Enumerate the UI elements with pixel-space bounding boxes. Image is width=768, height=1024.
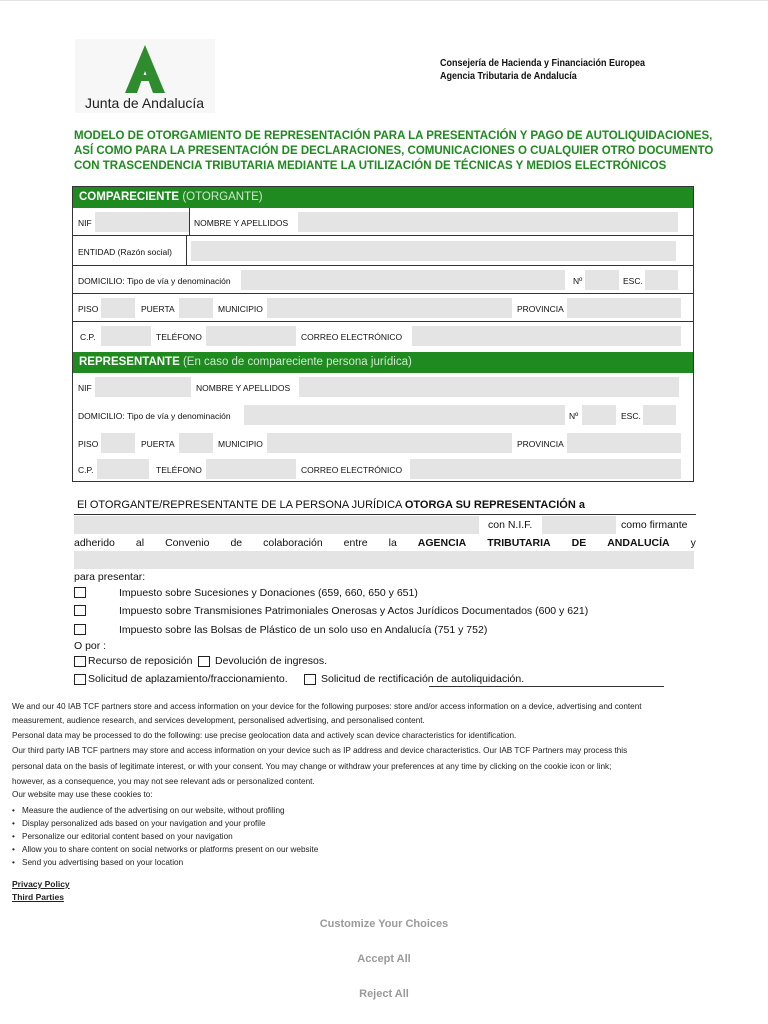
- domicilio-field[interactable]: [241, 270, 565, 290]
- aplazamiento-checkbox[interactable]: [74, 674, 86, 685]
- telefono-field[interactable]: [206, 326, 296, 346]
- document-title: MODELO DE OTORGAMIENTO DE REPRESENTACIÓN PARA LA PRESENTACIÓN Y PAGO DE AUTOLIQUIDACIONES, ASÍ COMO PARA LA PRESENTACIÓN DE DECLARACIONES, COMUNICACIONES O CUALQUIER OTRO DOCUMENTO CON TRASCENDENCIA TRIBUTARIA MEDIANTE LA UTILIZACIÓN DE TÉCNICAS Y MEDIOS ELECTRÓNICOS: [74, 130, 714, 172]
- privacy-policy-link[interactable]: Privacy Policy: [12, 879, 70, 889]
- cp-field[interactable]: [101, 326, 151, 346]
- junta-logo: [75, 39, 215, 113]
- rep-provincia-field[interactable]: [567, 433, 681, 453]
- nombre-field[interactable]: [298, 212, 678, 232]
- rep-puerta-field[interactable]: [179, 433, 213, 453]
- section-compareciente: COMPARECIENTE (OTORGANTE): [73, 187, 693, 208]
- recurso-checkbox[interactable]: [74, 656, 86, 667]
- row-entidad: ENTIDAD (Razón social): [73, 236, 693, 266]
- customize-choices-button[interactable]: Customize Your Choices: [319, 918, 449, 930]
- transmisiones-checkbox[interactable]: [74, 605, 86, 616]
- row-piso: PISO PUERTA MUNICIPIO PROVINCIA: [73, 294, 693, 322]
- rep-nombre-field[interactable]: [299, 377, 679, 397]
- sucesiones-checkbox[interactable]: [74, 587, 86, 598]
- provincia-field[interactable]: [567, 298, 681, 318]
- esc-field[interactable]: [645, 270, 678, 290]
- section-representante: REPRESENTANTE (En caso de compareciente persona jurídica): [73, 352, 693, 373]
- piso-field[interactable]: [101, 298, 135, 318]
- nif-field[interactable]: [95, 212, 189, 232]
- correo-field[interactable]: [412, 326, 681, 346]
- representante-name-field[interactable]: [74, 516, 479, 534]
- row-rep-nif: NIF NOMBRE Y APELLIDOS: [73, 374, 693, 400]
- adherido-field[interactable]: [74, 551, 694, 569]
- junta-logo-icon: [115, 45, 175, 95]
- third-parties-link[interactable]: Third Parties: [12, 892, 64, 902]
- row-rep-cp: C.P. TELÉFONO CORREO ELECTRÓNICO: [73, 457, 693, 481]
- cookie-purpose-item: • Allow you to share content on social networks or platforms present on our website: [22, 845, 318, 854]
- rep-cp-field[interactable]: [97, 459, 149, 479]
- row-cp: C.P. TELÉFONO CORREO ELECTRÓNICO: [73, 322, 693, 350]
- rep-numero-field[interactable]: [582, 405, 616, 425]
- row-rep-piso: PISO PUERTA MUNICIPIO PROVINCIA: [73, 430, 693, 456]
- rep-municipio-field[interactable]: [267, 433, 512, 453]
- rectificacion-underline: [429, 686, 664, 687]
- row-nif: NIF NOMBRE Y APELLIDOS: [73, 208, 693, 236]
- cookie-purpose-item: • Personalize our editorial content based on your navigation: [22, 832, 233, 841]
- devolucion-checkbox[interactable]: [198, 656, 210, 667]
- rectificacion-checkbox[interactable]: [304, 674, 316, 685]
- rep-nif-field[interactable]: [95, 377, 191, 397]
- representation-form: [72, 186, 694, 482]
- rep-telefono-field[interactable]: [206, 459, 296, 479]
- cookie-purpose-item: • Measure the audience of the advertising on our website, without profiling: [22, 806, 285, 815]
- bolsas-checkbox[interactable]: [74, 624, 86, 635]
- adherido-line: adherido al Convenio de colaboración entre la AGENCIA TRIBUTARIA DE ANDALUCÍA y: [74, 537, 696, 549]
- puerta-field[interactable]: [179, 298, 213, 318]
- agency-name: Consejería de Hacienda y Financiación Europea Agencia Tributaria de Andalucía: [440, 58, 646, 82]
- row-rep-domicilio: DOMICILIO: Tipo de vía y denominación Nº ESC.: [73, 402, 693, 428]
- document-page: Junta de Andalucía Consejería de Hacienda y Financiación Europea Agencia Tributaria de Andalucía MODELO DE OTORGAMIENTO DE REPRESENTACIÓN PARA LA PRESENTACIÓN Y PAGO DE AUTOLIQUIDACIONES, ASÍ COMO PARA LA PRESENTACIÓN DE DECLARACIONES, COMUNICACIONES O CUALQUIER OTRO DOCUMENTO CON TRASCENDENCIA TRIBUTARIA MEDIANTE LA UTILIZACIÓN DE TÉCNICAS Y MEDIOS ELECTRÓNICOS COMPARECIENTE (OTORGANTE) NIF NOMBRE Y APELLIDOS ENTIDAD (Razón social) DOMICILIO: Tipo de vía y denominación Nº ESC. PISO PUERTA MUNICIPIO PROVINCIA C.P. TELÉFONO CORREO ELECTRÓNICO REPRESENTANTE (En caso de compareciente persona jurídica) NIF NOMBRE Y APELLIDOS DOMICILIO: Tipo de vía y denominación Nº ESC. PISO PUERTA MUNICIPIO PROVINCIA C.P. TELÉFONO CORREO ELECTRÓNICO El OTORGANTE/REPRESENTANTE DE LA PERSONA JURÍDICA OTORGA SU REPRESENTACIÓN a con N.I.F. como firmante adherido al Convenio de colaboración entre la AGENCIA TRIBUTARIA DE ANDALUCÍA y para presentar: Impuesto sobre Sucesiones y Donaciones (659, 660, 650 y 651) Impuesto sobre Transmisiones Patrimoniales Onerosas y Actos Jurídicos Documentados (600 y 621) Impuesto sobre las Bolsas de Plástico de un solo uso en Andalucía (751 y 752) O por : Recurso de reposición Devolución de ingresos. Solicitud de aplazamiento/fraccionamiento. Solicitud de rectificación de autoliquidación.: [0, 0, 768, 691]
- rep-correo-field[interactable]: [410, 459, 681, 479]
- numero-field[interactable]: [585, 270, 619, 290]
- logo-text: Junta de Andalucía: [85, 95, 205, 111]
- representante-nif-field[interactable]: [542, 516, 616, 534]
- cookie-purpose-item: • Display personalized ads based on your navigation and your profile: [22, 819, 266, 828]
- cookie-consent-panel: We and our 40 IAB TCF partners store and access information on your device for the following purposes: store and/or access information on a device, advertising and content measurement, audience research, and services development, personalised advertising, and personalised content. Personal data may be processed to do the following: use precise geolocation data and actively scan device characteristics for identification. Our third party IAB TCF partners may store and access information on your device such as IP address and device characteristics. Our IAB TCF Partners may process this personal data on the basis of legitimate interest, or with your consent. You may change or withdraw your preferences at any time by clicking on the cookie icon or link; however, as a consequence, you may not see relevant ads or personalized content. Our website may use these cookies to: • Measure the audience of the advertising on our website, without profiling • Display personalized ads based on your navigation and your profile • Personalize our editorial content based on your navigation • Allow you to share content on social networks or platforms present on our website • Send you advertising based on your location Privacy Policy Third Parties Customize Your Choices Accept All Reject All: [0, 690, 768, 1024]
- otorga-intro: El OTORGANTE/REPRESENTANTE DE LA PERSONA JURÍDICA OTORGA SU REPRESENTACIÓN a: [74, 499, 696, 515]
- rep-piso-field[interactable]: [101, 433, 135, 453]
- row-domicilio: DOMICILIO: Tipo de vía y denominación Nº ESC.: [73, 266, 693, 294]
- accept-all-button[interactable]: Accept All: [357, 953, 411, 965]
- reject-all-button[interactable]: Reject All: [359, 988, 409, 1000]
- rep-esc-field[interactable]: [643, 405, 676, 425]
- rep-domicilio-field[interactable]: [244, 405, 565, 425]
- cookie-purpose-item: • Send you advertising based on your location: [22, 858, 183, 867]
- municipio-field[interactable]: [267, 298, 512, 318]
- entidad-field[interactable]: [191, 241, 676, 261]
